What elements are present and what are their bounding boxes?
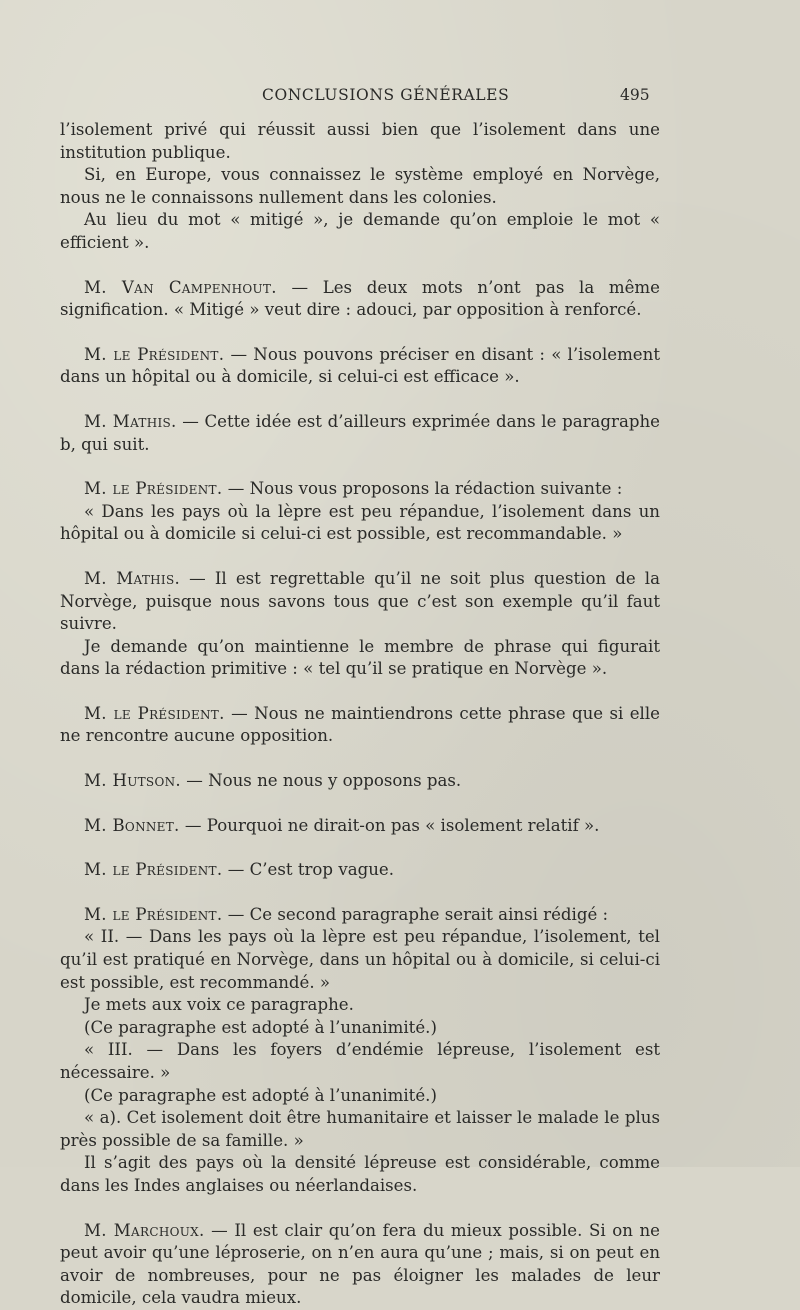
paragraph bbox=[60, 164, 660, 209]
speaker-name: M. le Président. bbox=[84, 904, 223, 924]
speaker-name: M. Marchoux. bbox=[84, 1220, 205, 1240]
paragraph-text: — Ce second paragraphe serait ainsi rédigé : bbox=[222, 904, 609, 924]
paragraph-text: — Nous pouvons préciser en disant : « l’isolement dans un hôpital ou à domicile, si celui-ci est efficace ». bbox=[60, 344, 660, 387]
paragraph-text: « Dans les pays où la lèpre est peu répandue, l’isolement dans un hôpital ou à domicile si celui-ci est possible, est recommandable. » bbox=[60, 501, 660, 544]
paragraph bbox=[60, 501, 660, 546]
paragraph bbox=[60, 1085, 660, 1108]
paragraph-text: Je demande qu’on maintienne le membre de phrase qui figurait dans la rédaction primitive : « tel qu’il se pratique en Norvège ». bbox=[60, 636, 660, 679]
paragraph-text: Je mets aux voix ce paragraphe. bbox=[84, 995, 354, 1015]
speaker-name: M. le Président. bbox=[84, 344, 225, 364]
speaker-name: M. le Président. bbox=[84, 703, 225, 723]
paragraph bbox=[60, 1220, 660, 1310]
paragraph-text: l’isolement privé qui réussit aussi bien que l’isolement dans une institution publique. bbox=[60, 120, 660, 162]
speaker-name: M. Van Campenhout. bbox=[84, 277, 277, 297]
paragraph-text: — Cette idée est d’ailleurs exprimée dans le paragraphe b, qui suit. bbox=[60, 411, 660, 454]
paragraph-text: — Il est clair qu’on fera du mieux possible. Si on ne peut avoir qu’une léproserie, on n’en aura qu’une ; mais, si on peut en avoir de nombreuses, pour ne pas éloigner les malades de leur domicile, cela vaudra mieux. bbox=[60, 1220, 661, 1308]
paragraph bbox=[60, 1152, 660, 1197]
paragraph-text: « II. — Dans les pays où la lèpre est peu répandue, l’isolement, tel qu’il est pratiqué en Norvège, dans un hôpital ou à domicile, si celui-ci est possible, est recommandé. » bbox=[60, 927, 660, 992]
paragraph bbox=[60, 1017, 660, 1040]
paragraph bbox=[60, 568, 660, 636]
paragraph bbox=[60, 859, 660, 882]
paragraph-text: Il s’agit des pays où la densité lépreuse est considérable, comme dans les Indes anglaises ou néerlandaises. bbox=[60, 1153, 660, 1195]
paragraph-text: « III. — Dans les foyers d’endémie lépreuse, l’isolement est nécessaire. » bbox=[60, 1040, 660, 1082]
paragraph-text: — Nous vous proposons la rédaction suivante : bbox=[222, 479, 623, 499]
paragraph-text: Au lieu du mot « mitigé », je demande qu’on emploie le mot « efficient ». bbox=[60, 210, 660, 252]
speaker-name: M. le Président. bbox=[84, 860, 223, 880]
running-head bbox=[0, 86, 800, 110]
paragraph bbox=[60, 1039, 660, 1084]
paragraph bbox=[60, 904, 660, 927]
running-title: CONCLUSIONS GÉNÉRALES bbox=[262, 86, 510, 104]
paragraph-text: — C’est trop vague. bbox=[222, 860, 394, 880]
paragraph-text: (Ce paragraphe est adopté à l’unanimité.) bbox=[84, 1017, 437, 1037]
paragraph-text: — Nous ne maintiendrons cette phrase que si elle ne rencontre aucune opposition. bbox=[60, 703, 660, 746]
paragraph bbox=[60, 815, 660, 838]
paragraph bbox=[60, 770, 660, 793]
speaker-name: M. Mathis. bbox=[84, 568, 181, 588]
paragraph bbox=[60, 1107, 660, 1152]
paragraph-text: — Pourquoi ne dirait-on pas « isolement relatif ». bbox=[179, 815, 600, 835]
body-text bbox=[60, 119, 660, 1310]
speaker-name: M. le Président. bbox=[84, 479, 223, 499]
paragraph bbox=[60, 119, 660, 164]
paragraph bbox=[60, 926, 660, 994]
paragraph bbox=[60, 703, 660, 748]
paragraph bbox=[60, 994, 660, 1017]
page-number: 495 bbox=[620, 86, 650, 104]
paragraph-text: « a). Cet isolement doit être humanitaire et laisser le malade le plus près possible de sa famille. » bbox=[60, 1108, 660, 1150]
paragraph bbox=[60, 478, 660, 501]
paragraph bbox=[60, 344, 660, 389]
paragraph-text: — Les deux mots n’ont pas la même signification. « Mitigé » veut dire : adouci, par opposition à renforcé. bbox=[60, 277, 660, 320]
paragraph-text: (Ce paragraphe est adopté à l’unanimité.) bbox=[84, 1085, 437, 1105]
paragraph bbox=[60, 411, 660, 456]
paragraph bbox=[60, 277, 660, 322]
speaker-name: M. Mathis. bbox=[84, 411, 177, 431]
paragraph bbox=[60, 636, 660, 681]
paragraph bbox=[60, 209, 660, 254]
paragraph-text: — Nous ne nous y opposons pas. bbox=[180, 771, 462, 791]
paragraph-text: Si, en Europe, vous connaissez le système employé en Norvège, nous ne le connaissons nullement dans les colonies. bbox=[60, 165, 660, 207]
speaker-name: M. Hutson. bbox=[84, 771, 181, 791]
speaker-name: M. Bonnet. bbox=[84, 815, 180, 835]
paragraph-text: — Il est regrettable qu’il ne soit plus question de la Norvège, puisque nous savons tous que c’est son exemple qu’il faut suivre. bbox=[60, 568, 660, 634]
